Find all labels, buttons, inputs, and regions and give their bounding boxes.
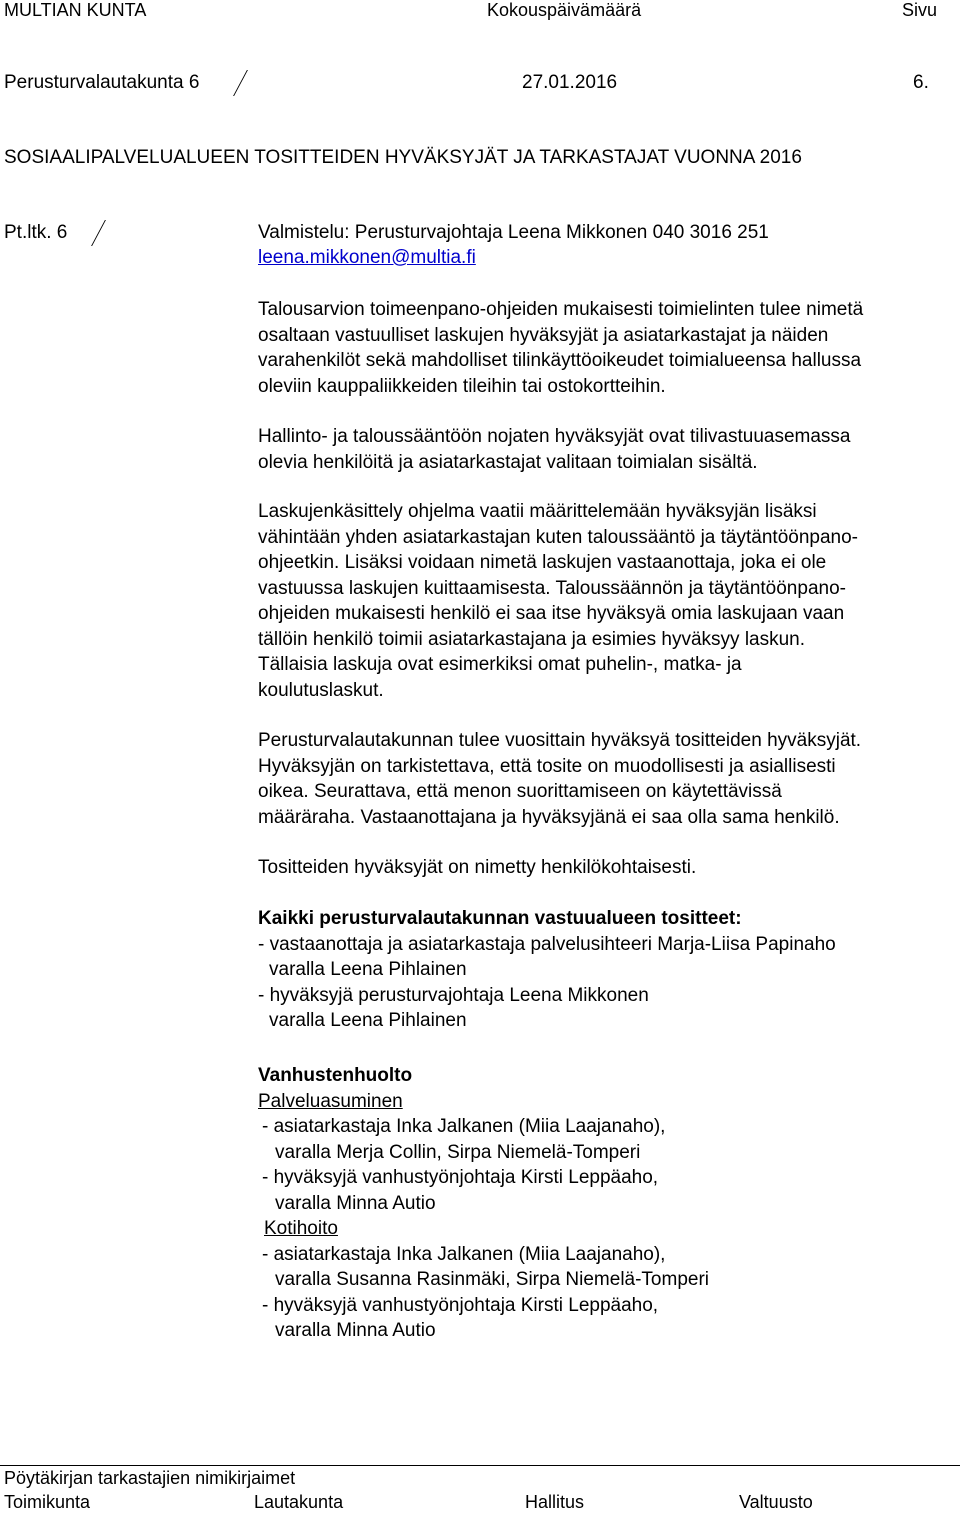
- paragraph-administration-rules: Hallinto- ja taloussääntöön nojaten hyväksyjät ovat tilivastuuasemassa olevia henkilöitä ja asiatarkastajat valitaan toimialan sisältä.: [258, 426, 851, 473]
- list-item: varalla Minna Autio: [275, 1192, 436, 1214]
- list-item: varalla Minna Autio: [275, 1320, 436, 1341]
- document-title: SOSIAALIPALVELUALUEEN TOSITTEIDEN HYVÄKSYJÄT JA TARKASTAJAT VUONNA 2016: [4, 147, 802, 168]
- paragraph-annual-approval: Perusturvalautakunnan tulee vuosittain hyväksyä tositteiden hyväksyjät. Hyväksyjän on tarkistettava, että tosite on muodollisesti ja asiallisesti oikea. Seurattava, että menon suorittamiseen on käytettävissä määräraha. Vastaanottajana ja hyväksyjänä ei saa olla sama henkilö.: [258, 730, 862, 828]
- footer-col-board: Lautakunta: [254, 1492, 344, 1512]
- elder-care-section: [258, 1063, 958, 1344]
- footer-col-government: Hallitus: [525, 1492, 585, 1512]
- preparer-email-link[interactable]: leena.mikkonen@multia.fi: [258, 247, 476, 268]
- list-item: - hyväksyjä perusturvajohtaja Leena Mikkonen: [258, 984, 649, 1006]
- list-item: - hyväksyjä vanhustyönjohtaja Kirsti Leppäaho,: [262, 1294, 659, 1316]
- item-number: Pt.ltk. 6: [4, 222, 68, 243]
- committee-name: Perusturvalautakunta 6: [4, 72, 200, 93]
- paragraph-invoice-processing: Laskujenkäsittely ohjelma vaatii määrittelemään hyväksyjän lisäksi vähintään yhden asiatarkastajan kuten taloussääntö ja täytäntöönpano- ohjeetkin. Lisäksi voidaan nimetä laskujen vastaanottaja, joka ei ole vastuussa laskujen kuittaamisesta. Taloussäännön ja täytäntöönpano- ohjeiden mukaisesti henkilö ei saa itse hyväksyä omia laskujaan vaan tällöin henkilö toimii asiatarkastajana ja esimies hyväksyy laskun. Tällaisia laskuja ovat esimerkiksi omat puhelin-, matka- ja koulutuslaskut.: [258, 501, 858, 701]
- footer-col-committee: Toimikunta: [4, 1492, 91, 1512]
- list-item: - vastaanottaja ja asiatarkastaja palvelusihteeri Marja-Liisa Papinaho: [258, 933, 836, 955]
- paragraph-budget-instructions: Talousarvion toimeenpano-ohjeiden mukaisesti toimielinten tulee nimetä osaltaan vastuulliset laskujen hyväksyjät ja asiatarkastajat ja näiden varahenkilöt sekä mahdolliset tilinkäyttöoikeudet toimialueensa hallussa oleviin kauppaliikkeiden tileihin tai ostokortteihin.: [258, 299, 864, 397]
- page-label: Sivu: [902, 0, 938, 20]
- list-item: varalla Leena Pihlainen: [269, 1010, 467, 1031]
- meeting-date: 27.01.2016: [522, 72, 618, 93]
- list-item: - asiatarkastaja Inka Jalkanen (Miia Laajanaho),: [262, 1116, 666, 1137]
- home-care-heading: Kotihoito: [264, 1218, 338, 1239]
- list-item: varalla Susanna Rasinmäki, Sirpa Niemelä-Tomperi: [275, 1269, 710, 1290]
- list-item: varalla Leena Pihlainen: [269, 959, 467, 980]
- list-item: - hyväksyjä vanhustyönjohtaja Kirsti Leppäaho,: [262, 1167, 659, 1188]
- paragraph-personal-approvers: Tositteiden hyväksyjät on nimetty henkilökohtaisesti.: [258, 857, 697, 878]
- elder-care-heading: Vanhustenhuolto: [258, 1065, 413, 1086]
- service-housing-heading: Palveluasuminen: [258, 1090, 403, 1112]
- meeting-date-label: Kokouspäivämäärä: [487, 0, 642, 20]
- municipality-name: MULTIAN KUNTA: [4, 0, 147, 20]
- list-item: varalla Merja Collin, Sirpa Niemelä-Tomperi: [275, 1141, 641, 1163]
- page-number: 6.: [913, 72, 929, 93]
- section-mark-icon: [233, 70, 262, 96]
- list-item: - asiatarkastaja Inka Jalkanen (Miia Laajanaho),: [262, 1243, 666, 1265]
- footer-divider: [0, 1465, 960, 1466]
- section-mark-icon: [91, 220, 120, 246]
- all-documents-section: [258, 906, 958, 1034]
- signatures-label: Pöytäkirjan tarkastajien nimikirjaimet: [4, 1468, 296, 1488]
- all-documents-heading: Kaikki perusturvalautakunnan vastuualueen tositteet:: [258, 908, 742, 929]
- footer-col-council: Valtuusto: [739, 1492, 813, 1512]
- preparer-line: Valmistelu: Perusturvajohtaja Leena Mikkonen 040 3016 251: [258, 222, 769, 243]
